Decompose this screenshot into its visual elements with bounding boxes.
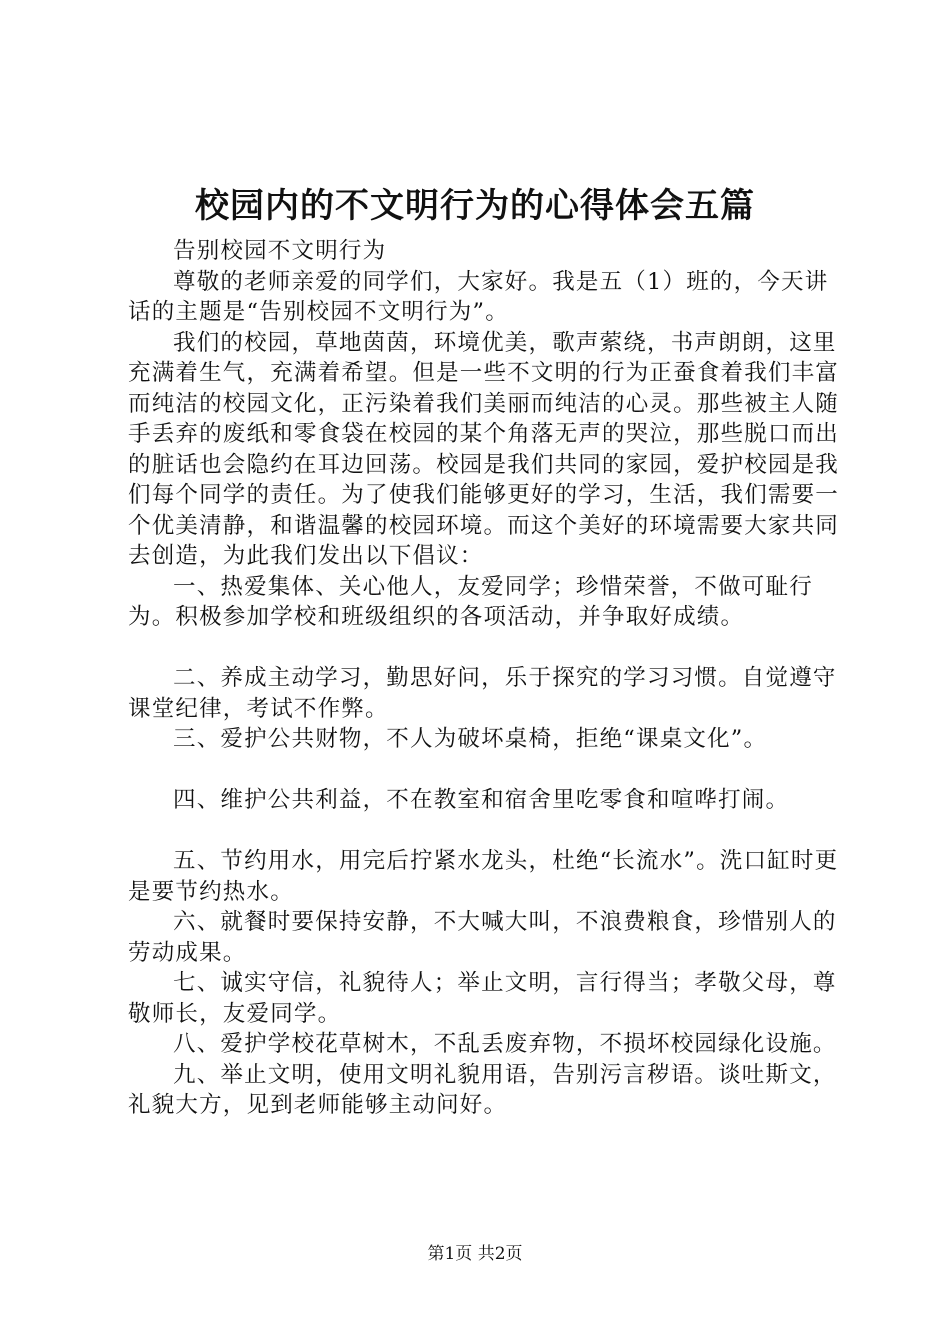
paragraph-item-8: 八、爱护学校花草树木，不乱丢废弃物，不损坏校园绿化设施。 xyxy=(173,1031,837,1057)
paragraph-item-6: 六、就餐时要保持安静，不大喊大叫，不浪费粮食，珍惜别人的劳动成果。 xyxy=(128,909,837,966)
page-footer: 第1页 共2页 xyxy=(427,1244,523,1264)
paragraph-item-2: 二、养成主动学习，勤思好问，乐于探究的学习习惯。自觉遵守课堂纪律，考试不作弊。 xyxy=(128,665,837,722)
paragraph-item-9: 九、举止文明，使用文明礼貌用语，告别污言秽语。谈吐斯文，礼貌大方，见到老师能够主动问好。 xyxy=(128,1061,837,1118)
paragraph-item-7: 七、诚实守信，礼貌待人；举止文明，言行得当；孝敬父母，尊敬师长，友爱同学。 xyxy=(128,970,837,1027)
paragraph-item-4: 四、维护公共利益，不在教室和宿舍里吃零食和喧哗打闹。 xyxy=(173,787,790,813)
paragraph-item-1: 一、热爱集体、关心他人，友爱同学；珍惜荣誉，不做可耻行为。积极参加学校和班级组织的各项活动，并争取好成绩。 xyxy=(128,573,813,630)
paragraph-intro: 我们的校园，草地茵茵，环境优美，歌声萦绕，书声朗朗，这里充满着生气，充满着希望。但是一些不文明的行为正蚕食着我们丰富而纯洁的校园文化，正污染着我们美丽而纯洁的心灵。那些被主人随手丢弃的废纸和零食袋在校园的某个角落无声的哭泣，那些脱口而出的脏话也会隐约在耳边回荡。校园是我们共同的家园，爱护校园是我们每个同学的责任。为了使我们能够更好的学习，生活，我们需要一个优美清静，和谐温馨的校园环境。而这个美好的环境需要大家共同去创造，为此我们发出以下倡议： xyxy=(128,329,840,569)
paragraph-heading: 告别校园不文明行为 xyxy=(173,238,387,264)
paragraph-greeting: 尊敬的老师亲爱的同学们，大家好。我是五（1）班的，今天讲话的主题是“告别校园不文明行为”。 xyxy=(128,268,829,325)
paragraph-item-3: 三、爱护公共财物，不人为破坏桌椅，拒绝“课桌文化”。 xyxy=(173,726,768,752)
document-title: 校园内的不文明行为的心得体会五篇 xyxy=(195,186,755,226)
document-body xyxy=(128,236,840,1121)
paragraph-item-5: 五、节约用水，用完后拧紧水龙头，杜绝“长流水”。洗口缸时更是要节约热水。 xyxy=(128,848,839,905)
